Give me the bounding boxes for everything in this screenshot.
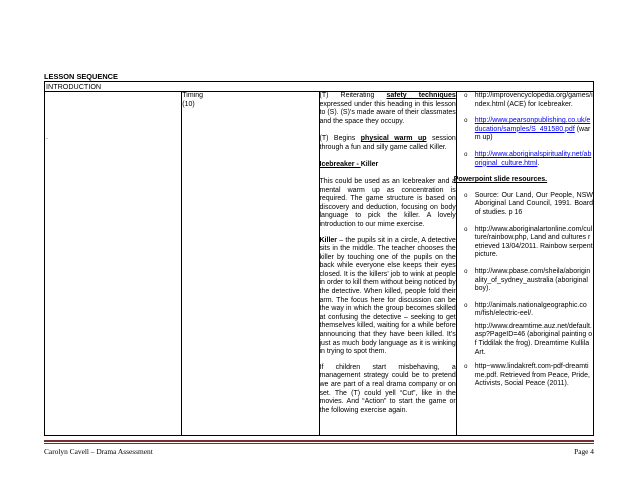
timing-label: Timing [182,92,203,99]
management-paragraph: If children start misbehaving, a management strategy could be to pretend we are part of a real drama company or on set. The (T) could yell “Cut”, like in the movies. And “Action” to start the game or the following exercise again. [319,363,456,414]
list-item: o http://www.pbase.com/sheila/aboriginality_of_sydney_australia (aboriginal boy). [464,267,591,293]
icebreaker-heading: Icebreaker - Killer [319,160,379,168]
left-marker: . [46,134,48,141]
timing-cell [182,92,319,436]
list-item: o http://animals.nationalgeographic.com/fish/electric-eel/. [464,301,587,318]
resources-cell [453,92,593,436]
list-item: o http~www.lindakreft.com-pdf-dreamtime.pdf. Retrieved from Peace, Pride, Activists, Social Peace (2011). [464,363,590,388]
lesson-sequence-heading: LESSON SEQUENCE [44,72,118,81]
list-item: o http://www.aboriginalspirituality.net/aboriginal_culture.html. [464,150,592,167]
left-column [45,92,182,436]
footer-rule-thin [44,443,594,444]
dreamtime-reference: http://www.dreamtime.auz.net/default.asp?PageID=46 (aboriginal painting of Tiddilak the frog). Dreamtime Kullila Art. [474,322,593,356]
footer-author: Carolyn Cavell – Drama Assessment [44,447,153,456]
lesson-table [44,81,594,436]
list-item: o Source: Our Land, Our People, NSW Aboriginal Land Council, 1991. Board of studies. p 16 [464,191,593,216]
footer [44,447,594,456]
aboriginal-spirituality-link[interactable]: http://www.aboriginalspirituality.net/aboriginal_culture.html [474,150,592,167]
pearson-link[interactable]: http://www.pearsonpublishing.co.uk/education/samples/S_491580.pdf [474,117,591,133]
killer-paragraph: Killer – the pupils sit in a circle, A detective sits in the middle. The teacher chooses the killer by touching one of the pupils on the back while everyone else keeps their eyes closed. It is the killers’ job to wink at people in order to kill them without being noticed by the detective. When killed, people fold their arm. The focus here for discussion can be the way in which the group becomes skilled at confusing the detective – seeking to get themselves killed, waiting for a while before announcing that they have been killed. It’s just as much body language as it is winking in trying to spot them. [319,236,456,356]
introduction-label: INTRODUCTION [45,82,594,92]
timing-value: (10) [182,100,195,108]
activity-cell [319,92,456,436]
footer-rule-thick [44,440,594,442]
list-item: o http://improvencyclopedia.org/games/index.html (ACE) for Icebreaker. [464,92,593,108]
safety-paragraph: (T) Reiterating safety techniques expressed under this heading in this lesson to (S). (S)’s made aware of their classmates and the space they occupy. [319,92,456,125]
warmup-paragraph: (T) Begins physical warm up session through a fun and silly game called Killer. [319,134,456,151]
list-item: o http://www.pearsonpublishing.co.uk/education/samples/S_491580.pdf (warm up) [464,117,591,142]
powerpoint-resources-heading: Powerpoint slide resources. [453,176,548,184]
icebreaker-description: This could be used as an Icebreaker and a mental warm up as concentration is required. The game structure is based on discovery and deduction, focusing on body language to pick the killer. A lovely introduction to our mime exercise. [319,177,456,228]
list-item: o http://www.aboriginalartonline.com/culture/rainbow.php, Land and cultures retrieved 13/04/2011. Rainbow serpent picture. [464,225,593,259]
page-number: Page 4 [574,447,594,456]
